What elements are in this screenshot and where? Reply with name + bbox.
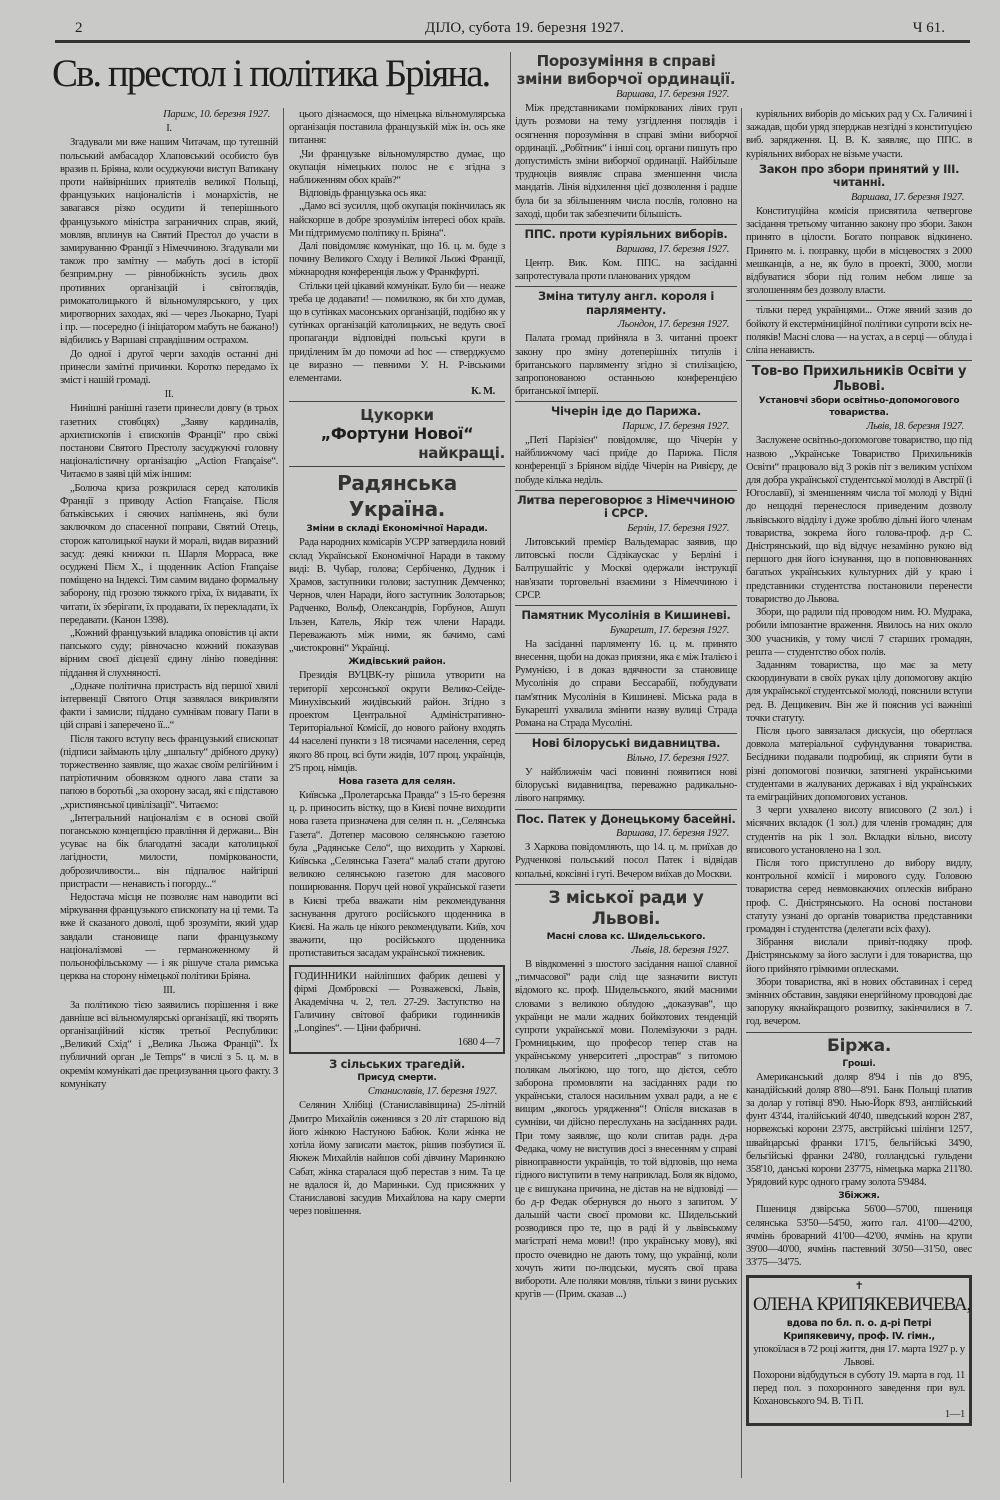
soviet-item-text: Президія ВУЦВК-ту рішила утворити на території херсонської округи Велико-Сейде-Минухівський жидівський район. Згідно з проектом Центральної Адміністративно-Територіальної Комісії, до нового району входять 44 населені пункти з 18 тисячами населення, серед якого 86 проц. всі бути жидів, 10'7 проц. українців, 2'5 проц. німців. [289, 670, 505, 774]
paragraph: Після цього завязалася дискусія, що обертлася довкола матеріальної суфундування товариства. Бесідники подавали подробиці, як сприяти бути в різні допомогові позички, затягнені українськими студентами в жалуваних державах і від українських та еміграційних допомогових установ. [746, 725, 972, 803]
paragraph: Заданням товариства, що має за мету скоординувати в своїх руках цілу допомогову акцію для української студентської молоді, пояснили вступи ред. В. Дещикевич. Він же й пояснив усі важніші точки статуту. [746, 659, 972, 724]
article-column-1: Париж, 10. березня 1927. I. Згадували ми вже нашим Читачам, що тутешній польський амбасадор Хлаповський особисто був вразив п. Бріяна, коли осуджуючи виступ Ватикану проти найвірніших приятелів великої Польщі, французьких націоналістів і монархістів, не завагався різко осудити й теперішнього французького міністра заграничних справ, який, мовляв, вплинув на Святий Престол до участи в замируванню Франції з Німеччиною. Згадували ми також про замітну — мабуть досі в історії безприм.рну — рівнобіжність зусиль двох противних організацій і світоглядів, римокатолицького й вільномулярського, у цих миротворних заходах, які — через Льокарно, Туарі і пр. — посередно (і ініціатором мабуть не бажано!) відбились у Варшаві справдішним острахом. До одної і другої черги заходів останні дні принесли замітні причинки. Коротко передамо їх зміст і нашій громаді. II. Нинішні ранішні газети принесли довгу (в трьох газетних стовбцях) „Заяву кардиналів, архиєпископів і єпископів Франції“ про свіжі постанови Святого Престолу засуджуючі головну націоналістичну організацію „Action Française“. Читаємо в заяві цій між іншим: „Болюча криза розкрилася серед католиків Франції з приводу Action Française. Після батьківських і сяючих напімнень, які були заключком до спасенної поправи, Святий Отець, сторож католицької науки й моралі, видав виразний засуд: деякі книжки п. Шарля Морраса, вже осуджені Пієм X., і щоденник Action Française поміщено на Індексі. Тим самим видано формальну заборону, під грозою тяжкого гріха, їх видавати, їх читати, їх зберігати, їх продавати, їх перекладати, їх передавати. (Канон 1398). „Кожний французький владика оповістив ці акти папського суду; рівночасно кожний показував вірним своєї дієцезії єдину лінію поведіння: піддання й слухняності. „Одначе політична пристрасть від першої хвилі інтервенції Святого Отця зазвялася викривляти факти і замисли; піддано сумнівам повагу Папи в цій справі і заперечено її...“ Після такого вступу весь французький єпископат (підписи займають цілу „шпальту“ дрібного друку) торжественно заявляє, що жахає своїм релігійним і патріотичним обовязком одного лава стати за папою в боротьбі „за охорону засад, які є підставою „християнської цивілізації“. Читаємо: „Інтегральний націоналізм є в основі своїй поганською концепцією правління й держави... Він усуває на бік благодатні засади католицької лагідности, милости, поміркованости, доброзичливости... він підпалює найгірші пристрасти — ненависть і погорду...“ Недостача місця не позволяє нам наводити всі міркування французького єпископату на ці теми. Та вже й сказаного доволі, щоб зрозуміти, який удар завдали становище папи французькому націоналізмові — германоженному й польонофільському — і як рішуче стала римська церква на сторону німецької політики Бріяна. III. За політикою тією заявились порішення і вже давніше всі вільномулярські організації, які творять організаційний кістяк третьої Республики: „Великий Схід“ і „Велика Льожа Франції“. Їх публичний орган „le Temps“ в числі з 5. ц. м. в окремім комунікаті дає прецизування цього факту. З комунікату [60, 109, 278, 1090]
news-headline: З міської ради у Львові. [548, 887, 704, 929]
grain-title: Збіжжя. [838, 1191, 880, 1202]
paragraph: „Болюча криза розкрилася серед католиків Франції з приводу Action Française. Після батьківських і сяючих напімнень, які були заключком до спасенної поправи, Святий Отець, сторож католицької науки й моралі, видав виразний засуд: деякі книжки п. Шарля Морраса, вже осуджені Пієм X., і щоденник Action Française поміщено на Індексі. Тим самим видано формальну заборону, під грозою тяжкого гріха, їх видавати, їх читати, їх зберігати, їх продавати, їх перекладати, їх передавати. (Канон 1398). [60, 482, 278, 626]
paragraph: Збори, що радили під проводом ним. Ю. Мудрака, робили імпозантне враження. Явилось на них около 300 учасників, у тому числі 7 старших громадян, решта — студентство обох полів. [746, 607, 972, 658]
soviet-item-heading: Зміни в складі Економічної Наради. [306, 524, 488, 535]
candy-ad: Цукорки „Фортуни Нової“ найкращі. [320, 406, 505, 463]
paragraph: „Кожний французький владика оповістив ці акти папського суду; рівночасно кожний показував вірним своєї дієцезії єдину лінію поведіння: піддання й слухняності. [60, 627, 278, 679]
news-text: Палата громад прийняла в 3. читанні проект закону про зміну дотеперішніх титулів і британського парляменту згідно зі стилізацією, запропонованою останньою конференцією британської імперії. [515, 333, 737, 398]
soviet-item-text: Рада народних комісарів УСРР затвердила новий склад Української Економічної Наради в такому виді: В. Чубар, голова; Сербіченко, Дудник і Храмов, заступники голови; заступник Демченко; Чернов, член Наради, його заступник Золотарьов; Радченко, Вольф, Олександрів, Горбунов, Ашуп Ільзен, Катель, Якір теж члени Наради. Переважають між ними, як бачимо, самі „чистокровні“ Українці. [289, 537, 505, 655]
paragraph: Зібрання вислали привіт-подяку проф. Дністрянському за його заслуги і для товариства, що його прийнято грімкими оплесками. [746, 937, 972, 975]
paragraph: „Дамо всі зусилля, щоб окупація покінчилась як найскорше в добре зрозумілім інтересі обох країв. Ми підтримуємо політику п. Бріяна“. [289, 201, 505, 239]
paragraph: Нинішні ранішні газети принесли довгу (в трьох газетних стовбцях) „Заяву кардиналів, архиєпископів і єпископів Франції“ про свіжі постанови Святого Престолу засуджуючі головну націоналістичну організацію „Action Française“. Читаємо в заяві цій між іншим: [60, 403, 278, 481]
news-headline: Литва переговорює з Німеччиною і СРСР. [517, 492, 735, 521]
news-text: З Харкова повідомляють, що 14. ц. м. приїхав до Рудченкові польський посол Патек і відвідав копальні, коксівні і гуті. Вечером виїхав до Москви. [515, 842, 737, 880]
news-text: „Петі Парізієн“ повідомляє, що Чічерін у найближчому часі приїде до Парижа. Після конференції з Бріяном відїде Чічерін на Ривієру, де побуде кілька неділь. [515, 435, 737, 486]
news-dateline: Льондон, 17. березня 1927. [617, 319, 729, 331]
paragraph: З черги ухвалено висоту вписового (2 зол.) і місячних вкладок (1 зол.) для членів громадян; для студентів на рік 1 зол. Вкладки вільно, висоту вписового установлено на 1 зол. [746, 805, 972, 856]
news-text: На засіданні парляменту 16. ц. м. принято внесення, щоби на доказ приязни, яка є між Італією і Румунією, і в доказ вдячности за становище Мусолінія до справи Бессарабії, побудувати пам'ятник Мусолінія в Кишиневі. Міська рада в Букарешті ухвалила змінити назву вулиці Страда Романа на Страда Мусоліні. [515, 638, 737, 730]
soviet-title: Радянська Україна. [337, 471, 457, 522]
news-text: Між представниками поміркованих лівих груп ідуть розмови на тему узгідлення поглядів і осягнення порозуміння в справі зміни виборчої ординації. „Робітник“ і інші соц. органи пишуть про допустимість зміни виборчої ординації. Найбільше трудноців виявляє справа зменшення числа мандатів. Лінія відхилення цієї дозволення і радше була би за збільшенням числа послів, головно на заході, щоби так забезпечити більшість. [515, 103, 737, 220]
news-headline: Чічерін іде до Парижа. [551, 404, 701, 419]
issue-number: Ч 61. [912, 20, 945, 36]
watches-ad: ГОДИННИКИ найліпших фабрик дешеві у фірмі Домбровскі — Розважевскі, Львів, Академічна ч. 2, тел. 27-29. Заступство на Галичину світової фабрики годинників „Longines“. — Ціни фабричні. 1680 4—7 [289, 965, 505, 1054]
news-text: У найближчім часі повинні появитися нові білоруські видавництва, переважно радикально-лівого напрямку. [515, 766, 737, 805]
signature: К. М. [471, 386, 495, 398]
news-dateline: Вільно, 17. березня 1927. [626, 752, 729, 764]
paragraph: За політикою тією заявились порішення і вже давніше всі вільномулярські організації, які творять організаційний кістяк третьої Республики: „Великий Схід“ і „Велика Льожа Франції“. Їх публичний орган „le Temps“ в числі з 5. ц. м. в окремім комунікаті дає прецизування цього факту. З комунікату [60, 999, 278, 1090]
grain-text: Пшениця дзвірська 56'00—57'00, пшениця селянська 53'50—54'50, жито гал. 41'00—42'00, ячмінь броварний 41'00—42'00, ячмінь на крупи 39'00—40'00, ячмінь пастевний 30'50—31'50, овес 33'75—34'75. [746, 1204, 972, 1269]
paragraph: Далі повідомляє комунікат, що 16. ц. м. буде з почину Великого Сходу і Великої Льожі Франції, міжнародня конференція льож у Франкфурті. [289, 241, 505, 279]
news-dateline: Варшава, 17. березня 1927. [616, 89, 729, 100]
paragraph: цього дізнаємося, що німецька вільномулярська організація поставила французькій між ін. ось яке питання: [289, 109, 505, 147]
paragraph: Недостача місця не позволяє нам наводити всі міркування французького єпископату на ці теми. Та вже й сказаного доволі, щоб зрозуміти, який удар завдали становище папи французькому націоналізмові — германоженному й польонофільському — і як рішуче стала римська церква на сторону німецької політики Бріяна. [60, 891, 278, 983]
news-column-4: куріяльних виборів до міських рад у Сх. Галичині і зажадав, щоби уряд зперджав незгідні з конституцією виб. зарядження. Ц. В. К. заявляє, що ППС. в куріяльних виборах не візьме участи. Закон про збори принятий у III. читанні. Варшава, 17. березня 1927. Конституційна комісія присвятила четвергове засідання третьому читанню закону про збори. Закон принято в цілости. Богато поправок відкинено. Принято м. і. поправку, щоби в місцевостях з 2000 мешканців, а не, як було в проекті, 3000, могли відбуватися збори під голим небом лише за зголошенням без дозволу власти. тільки перед українцями... Отже явний зазив до бойкоту й екстерміниційної політики супроти всіх не-поляків! Масні слова — на устах, а в серці — облуда і сліпа ненависть. Тов-во Прихильників Освіти у Львові. Установчі збори освітньо-допомогового товариства. Львів, 18. березня 1927. Заслужене освітньо-допомогове товариство, що під назвою „Українське Товариство Прихильників Освіти“ працювало від 3 років піт з великим успіхом для добра української студентської молоді в Австрії (і Югославії), зі зменшенням числа тої молоді у Відні до нещодні перенеслося приведеним дозволу львівського відділу і дуже зроблю дільні його членам товариства, зокрема його голова-проф. д-р С. Дністрянський, що від відчує незамінно рукою від першого дня його існування, що в поповнюваннях багатьох українських культурних дій у краю і представники студентства постановили перенести товариство до Львова. Збори, що радили під проводом ним. Ю. Мудрака, робили імпозантне враження. Явилось на них около 300 учасників, у тому числі 7 старших громадян, решта — студентство обох полів. Заданням товариства, що має за мету скоординувати в своїх руках цілу допомогову акцію для української студентської молоді, пояснили вступи ред. В. Дещикевич. Він же й пояснив усі важніші точки статуту. Після цього завязалася дискусія, що обертлася довкола матеріальної суфундування товариства. Бесідники подавали подробиці, як сприяти бути в різні допомогові позички, затягнені українськими студентами в жалуваних державах і від українських та еміграційних допомогових установ. З черги ухвалено висоту вписового (2 зол.) і місячних вкладок (1 зол.) для членів громадян; для студентів на рік 1 зол. Вкладки вільно, висоту вписового установлено на 1 зол. Після того приступлено до вибору видлу, контрольної комісії і мирового суду. Головою товариства серед невмовкаючих оплесків вибрано проф. С. Дністрянського. На основі постанови статуту узнані до органів товариства представники громадян і студентства (делегати всіх фаху). Зібрання вислали привіт-подяку проф. Дністрянському за його заслуги і для товариства, що його прийнято грімкими оплесками. Збори товариства, які в нових обставинах і серед змінних обставин, завдяки енергійному проводові дає запоруку якнайкращого розвитку, закінчилися в 7. год. вечером. Біржа. Гроші. Американський доляр 8'94 і пів до 8'95, канадійський доляр 8'80—8'91. Банк Польщі платив за долар у готівці 8'90. Нью-Йорк 8'93, англійський фунт 43'44, італійський 40'40, шведський корон 2'87, норвежські корони 23'75, австрійські шілінги 125'7, швайцарські франки 171'5, бельгійські 34'90, бельгійські франки 24'80, голландські гульдени 358'10, данські корони 237'75, німецька марка 211'80. Урядовий курс одного граму золота 5'9484. Збіжжя. Пшениця дзвірська 56'00—57'00, пшениця селянська 53'50—54'50, жито гал. 41'00—42'00, ячмінь броварний 41'00—42'00, ячмінь на крупи 39'00—40'00, ячмінь пастевний 30'50—31'50, овес 33'75—34'75. ✝ ОЛЕНА КРИПЯКЕВИЧЕВА, вдова по бл. п. о. д-рі Петрі Крипякевичу, проф. IV. гімн., упокоїлася в 72 році життя, дня 17. марта 1927 р. у Львові. Похорони відбудуться в суботу 19. марта в год. 11 перед пол. з похоронного заведення при вул. Кохановського 94. В. Ті П. 1—1 [746, 108, 972, 1426]
exchange-title: Біржа. [826, 1035, 891, 1056]
exchange-subtitle: Гроші. [842, 1058, 876, 1069]
news-headline: Памятник Мусолінія в Кишиневі. [521, 608, 731, 623]
news-dateline: Варшава, 17. березня 1927. [616, 243, 729, 255]
soviet-item-text: Київська „Пролетарська Правда“ з 15-го березня ц. р. приносить вістку, що в Києві почне виходити нова газета призначена для селян п. н. „Селянська Газета“. Дотепер масовою селянською газетою була „Радянське Село“, що виходить у Харкові. Київська „Селянська Газета“ малаб стати другою великою селянською газетою для масового поширювання. Поруч цей нової української газети в Києві треба вважати нім рекомендування заснування другого російського щоденника в Києві. На жаль це нікого рекомендувати. Київ, хоч зважити, що російського щоденника протиставиться засадам української тижневик. [289, 789, 505, 960]
soviet-item-heading: Жидівський район. [348, 657, 446, 668]
paragraph: До одної і другої черги заходів останні дні принесли замітні причинки. Коротко передамо їх зміст і нашій громаді. [60, 348, 278, 387]
paragraph: Заслужене освітньо-допомогове товариство, що під назвою „Українське Товариство Прихильників Освіти“ працювало від 3 років піт з великим успіхом для добра української студентської молоді в Австрії (і Югославії), зі зменшенням числа тої молоді у Відні до нещодні перенеслося приведеним дозволу львівського відділу і дуже зроблю дільні його членам товариства, зокрема його голова-проф. д-р С. Дністрянський, що від відчує незамінно рукою від першого дня його існування, що в поповнюваннях багатьох українських культурних дій у краю і представники студентства постановили перенести товариство до Львова. [746, 435, 972, 605]
news-headline: Нові білоруські видавництва. [531, 736, 721, 751]
paragraph: Стільки цей цікавий комунікат. Було би — неаже треба це додавати! — помилкою, як би хто думав, що в сутінках масонських організацій, подібно як у сутінках організацій католицьких, не ведуть своєї пропаганди відповідні польські круги в приділеним їм до помочи ad hoc — стверджуємо це виразно — певними У. Н. Р-івськими елементами. [289, 280, 505, 385]
page-number: 2 [75, 20, 83, 36]
exchange-text: Американський доляр 8'94 і пів до 8'95, канадійський доляр 8'80—8'91. Банк Польщі платив за долар у готівці 8'90. Нью-Йорк 8'93, англійський фунт 43'44, італійський 40'40, шведський корон 2'87, норвежські корони 23'75, австрійські шілінги 125'7, швайцарські франки 171'5, бельгійські 34'90, бельгійські франки 24'80, голландські гульдени 358'10, данські корони 237'75, німецька марка 211'80. Урядовий курс одного граму золота 5'9484. [746, 1071, 972, 1189]
paragraph: „Одначе політична пристрасть від першої хвилі інтервенції Святого Отця зазвялася викривляти факти і замисли; піддано сумнівам повагу Папи в цій справі і заперечено її...“ [60, 680, 278, 732]
news-text: Литовський премієр Вальдемарас заявив, що литовські посли Сідзікаускас у Берліні і Балтрушайтіс у Москві одержали інструкції нав'язати торговельні взаємини з Німеччиною і СРСР. [515, 537, 737, 601]
news-subtitle: Масні слова кс. Шидельського. [546, 931, 706, 942]
paragraph: Відповідь французька ось яка: [299, 188, 427, 200]
news-column-3 [515, 52, 737, 1301]
paragraph: „Інтегральний націоналізм є в основі своїй поганською концепцією правління й держави... Він усуває на бік благодатні засади католицької лагідности, милости, поміркованости, доброзичливости... він підпалює найгірші пристрасти — ненависть і погорду...“ [60, 812, 278, 890]
news-dateline: Берлін, 17. березня 1927. [627, 522, 729, 534]
paragraph: Після такого вступу весь французький єпископат (підписи займають цілу „шпальту“ дрібного друку) торжественно заявляє, що жахає своїм релігійним і патріотичним обовязком одного лава стати за папою в боротьбі „за охорону засад, які є підставою „християнської цивілізації“. Читаємо: [60, 733, 278, 811]
news-dateline: Париж, 17. березня 1927. [622, 420, 729, 432]
news-headline: Порозуміння в справі зміни виборчої ординації. [516, 52, 736, 88]
news-headline: Пос. Патек у Донецькому басейні. [516, 811, 736, 826]
news-headline: ППС. проти куріяльних виборів. [524, 227, 728, 242]
main-headline: Св. престол і політика Бріяна. [52, 52, 490, 95]
paragraph: „Чи французьке вільномулярство думає, що окупація німецьких полос не є згідна з наближенням обох країв?“ [289, 148, 505, 187]
exchange-section [746, 1036, 972, 1270]
article-column-2: цього дізнаємося, що німецька вільномулярська організація поставила французькій між ін. ось яке питання: „Чи французьке вільномулярство думає, що окупація німецьких полос не є згідна з наближенням обох країв?“ Відповідь французька ось яка: „Дамо всі зусилля, щоб окупація покінчилась як найскорше в добре зрозумілім інтересі обох країв. Ми підтримуємо політику п. Бріяна“. Далі повідомляє комунікат, що 16. ц. м. буде з почину Великого Сходу і Великої Льожі Франції, міжнародня конференція льож у Франкфурті. Стільки цей цікавий комунікат. Було би — неаже треба це додавати! — помилкою, як би хто думав, що в сутінках масонських організацій, подібно як у сутінках організацій католицьких, не ведуть своєї пропаганди відповідні польські круги в приділеним їм до помочи ad hoc — стверджуємо це виразно — певними У. Н. Р-івськими елементами. К. М. Цукорки „Фортуни Нової“ найкращі. Радянська Україна. Зміни в складі Економічної Наради. Рада народних комісарів УСРР затвердила новий склад Української Економічної Наради в такому виді: В. Чубар, голова; Сербіченко, Дудник і Храмов, заступники голови; заступник Демченко; Чернов, член Наради, його заступник Золотарьов; Радченко, Вольф, Олександрів, Горбунов, Ашуп Ільзен, Катель, Якір теж члени Наради. Переважають між ними, як бачимо, самі „чистокровні“ Українці. Жидівський район. Президія ВУЦВК-ту рішила утворити на території херсонської округи Велико-Сейде-Минухівський жидівський район. Згідно з проектом Центральної Адміністративно-Територіальної Комісії, до нового району входять 44 населені пункти з 18 тисячами населення, серед якого 86 проц. всі бути жидів, 10'7 проц. українців, 2'5 проц. німців. Нова газета для селян. Київська „Пролетарська Правда“ з 15-го березня ц. р. приносить вістку, що в Києві почне виходити нова газета призначена для селян п. н. „Селянська Газета“. Дотепер масовою селянською газетою була „Радянське Село“, що виходить у Харкові. Київська „Селянська Газета“ малаб стати другою великою селянською газетою для масового поширювання. Поруч цей нової української газети в Києві треба вважати нім рекомендування заснування другого російського щоденника в Києві. На жаль це нікого рекомендувати. Київ, хоч зважити, що російського щоденника протиставиться засадам української тижневик. ГОДИННИКИ найліпших фабрик дешеві у фірмі Домбровскі — Розважевскі, Львів, Академічна ч. 2, тел. 27-29. Заступство на Галичину світової фабрики годинників „Longines“. — Ціни фабричні. 1680 4—7 З сільських трагедій. Присуд смерти. Станиславів, 17. березня 1927. Селянин Хлібіці (Станиславівщина) 25-літній Дмитро Михайлів оженився з 20 літ старшою від його жінкою Настуною Бабюк. Коли жінка не хотіла йому записати маєток, рішив позбутися її. Якжеж Михайлів найшов собі дівчину Маринкою Сабат, жінка старалася щоб перестав з ним. Та це не вдалося й, до Мариньки. Суд присяжних у Станиславові засудив Михайлова на кару смерти через повішення. [289, 109, 505, 1218]
masthead: ДІЛО, субота 19. березня 1927. [425, 20, 624, 36]
paragraph: Збори товариства, які в нових обставинах і серед змінних обставин, завдяки енергійному проводові дає запоруку якнайкращого розвитку, закінчилися в 7. год. вечером. [746, 976, 972, 1028]
news-dateline: Букарешт, 17. березня 1927. [609, 624, 729, 636]
news-text: Центр. Вик. Ком. ППС. на засіданні запротестувала проти планованих урядом [515, 257, 737, 282]
obituary-notice: ✝ ОЛЕНА КРИПЯКЕВИЧЕВА, вдова по бл. п. о. д-рі Петрі Крипякевичу, проф. IV. гімн., упокоїлася в 72 році життя, дня 17. марта 1927 р. у Львові. Похорони відбудуться в суботу 19. марта в год. 11 перед пол. з похоронного заведення при вул. Кохановського 94. В. Ті П. 1—1 [746, 1275, 972, 1426]
news-dateline: Львів, 18. березня 1927. [631, 944, 729, 956]
news-headline: Зміна титулу англ. короля і парляменту. [537, 289, 715, 317]
news-dateline: Варшава, 17. березня 1927. [616, 828, 729, 840]
news-text: В вівдкоменні з шостого засідання нашої славної „тимчасової“ ради слід ще зазначити виступ відомого кс. проф. Шидельського, який масними словами з великою облудою „доказував“, що українци не мали жадних бойкотових тенденцій супроти української мови. Полемізуючи з радн. Громницьким, що професор тепер став на українському унверситеті „прострав“ з питомою полякам льогікою, що того, що дієтся, себто заборона промовляти на засіданнях ради по українськи, сталося насильним ухвал ради, а не є вищим „якогось урядження“! Опісля висказав в сумніви, чи дійсно переслухань на засіданнях ради. При тому заявляє, що коли спитав радн. д-ра Федака, чому не виступив досі з внесенням у справі рівноправности українців, то той відповів, що нема гідного виступити в тему наприклад. Боля як відомо, це є вишукана причина, не дістав на не відповіді — бо д-р Федак обернувся до нього з запитом. У дальшій части своєї промови кс. Шидельський розводився про те, що в раді й у львівському магістраті нема мови!! (про українську мову), які просто очевидно не дають тому, що українці, коли хочуть жити по-людськи, мусять свої права вибороти. Але поляки мовляв, тільки з вини руських кругів — (Прим. сказав ...) [515, 959, 737, 1301]
paragraph: Згадували ми вже нашим Читачам, що тутешній польський амбасадор Хлаповський особисто був вразив п. Бріяна, коли осуджуючи виступ Ватикану проти найвірніших приятелів великої Польщі, французьких націоналістів і монархістів, не завагався різко осудити й теперішнього французького міністра заграничних справ, який, мовляв, вплинув на Святий Престол до участи в замируванню Франції з Німеччиною. Згадували ми також про замітну — мабуть досі в історії безприм.рну — рівнобіжність зусиль двох противних організацій і світоглядів, римокатолицького й вільномулярського, у цих миротворних заходах, які — через Льокарно, Туарі і пр. — посередно (і ініціатором мабуть не бажано!) відбились у Варшаві справдішним острахом. [60, 137, 278, 347]
page-header [55, 18, 970, 43]
paragraph: Після того приступлено до вибору видлу, контрольної комісії і мирового суду. Головою товариства серед невмовкаючих оплесків вибрано проф. С. Дністрянського. На основі постанови статуту узнані до органів товариства представники громадян і студентства (делегати всіх фаху). [746, 857, 972, 935]
soviet-item-heading: Нова газета для селян. [338, 776, 456, 787]
